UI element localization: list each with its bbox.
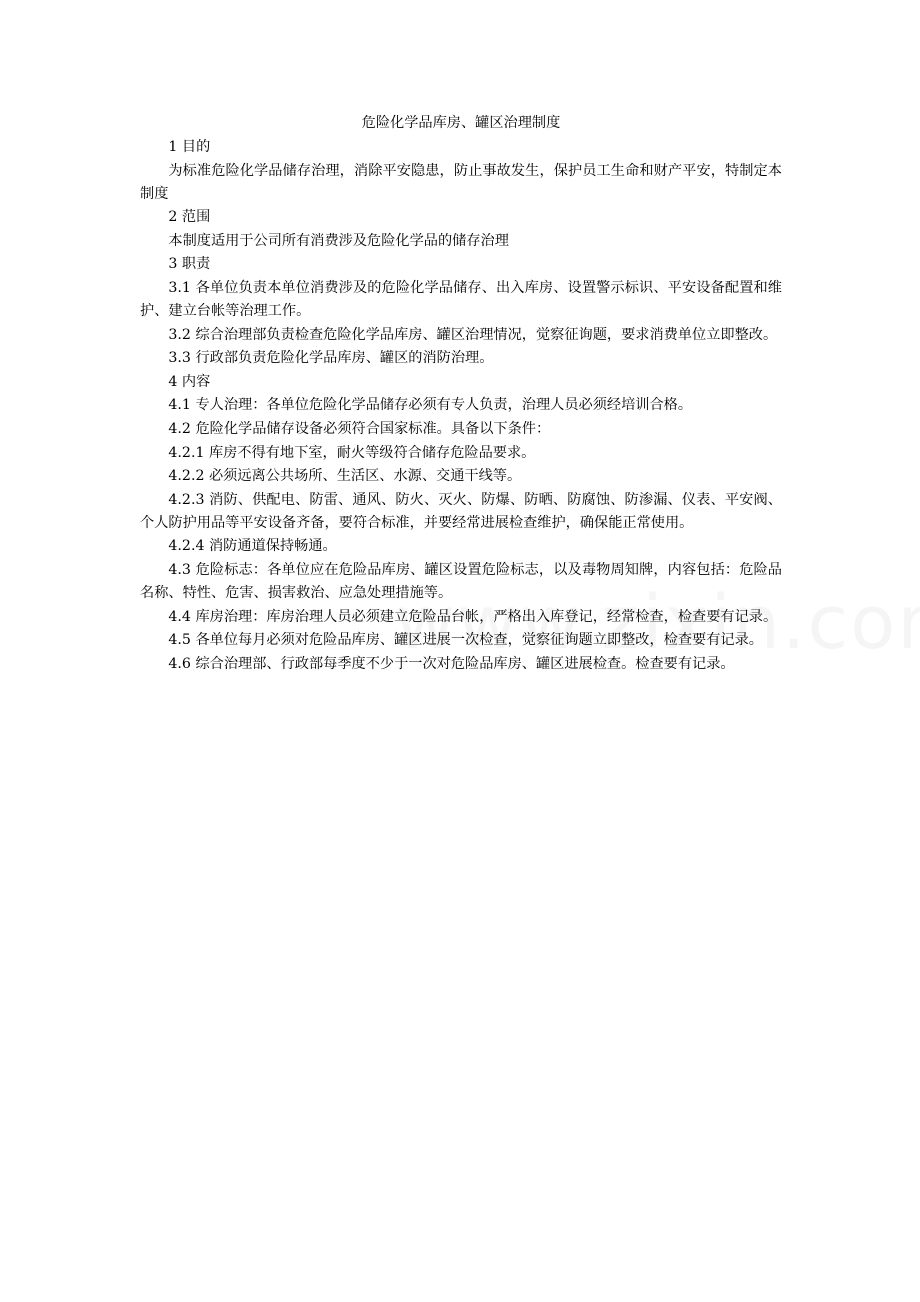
paragraph-4-2-2: 4.2.2 必须远离公共场所、生活区、水源、交通干线等。 [168, 468, 522, 485]
paragraph-4-2-4: 4.2.4 消防通道保持畅通。 [168, 538, 337, 555]
paragraph-scope: 本制度适用于公司所有消费涉及危险化学品的储存治理 [168, 232, 509, 249]
section-heading-content: 4 内容 [168, 373, 211, 390]
paragraph-4-6: 4.6 综合治理部、行政部每季度不少于一次对危险品库房、罐区进展检查。检查要有记录。 [168, 655, 735, 672]
paragraph-4-4: 4.4 库房治理：库房治理人员必须建立危险品台帐，严格出入库登记，经常检查，检查要有记录。 [168, 608, 778, 625]
paragraph-3-1: 3.1 各单位负责本单位消费涉及的危险化学品储存、出入库房、设置警示标识、平安设备配置和维护、建立台帐等治理工作。 [140, 279, 782, 319]
paragraph-3-3: 3.3 行政部负责危险化学品库房、罐区的消防治理。 [168, 350, 494, 367]
paragraph-4-2: 4.2 危险化学品储存设备必须符合国家标准。具备以下条件： [168, 420, 551, 437]
paragraph-4-2-3: 4.2.3 消防、供配电、防雷、通风、防火、灭火、防爆、防晒、防腐蚀、防渗漏、仪表、平安阀、个人防护用品等平安设备齐备，要符合标准，并要经常进展检查维护，确保能正常使用。 [140, 491, 782, 531]
paragraph-4-2-1: 4.2.1 库房不得有地下室，耐火等级符合储存危险品要求。 [168, 444, 536, 461]
section-heading-purpose: 1 目的 [168, 139, 211, 155]
paragraph-purpose: 为标准危险化学品储存治理，消除平安隐患，防止事故发生，保护员工生命和财产平安，特制定本制度 [140, 162, 782, 202]
paragraph-4-3: 4.3 危险标志：各单位应在危险品库房、罐区设置危险标志，以及毒物周知牌，内容包括：危险品名称、特性、危害、损害救治、应急处理措施等。 [140, 561, 782, 601]
document-title: 危险化学品库房、罐区治理制度 [361, 115, 561, 131]
section-heading-scope: 2 范围 [168, 209, 211, 226]
paragraph-3-2: 3.2 综合治理部负责检查危险化学品库房、罐区治理情况，觉察征询题，要求消费单位立即整改。 [168, 326, 778, 343]
paragraph-4-1: 4.1 专人治理：各单位危险化学品储存必须有专人负责，治理人员必须经培训合格。 [168, 397, 693, 414]
section-heading-responsibilities: 3 职责 [168, 256, 211, 273]
paragraph-4-5: 4.5 各单位每月必须对危险品库房、罐区进展一次检查，觉察征询题立即整改，检查要有记录。 [168, 632, 763, 649]
